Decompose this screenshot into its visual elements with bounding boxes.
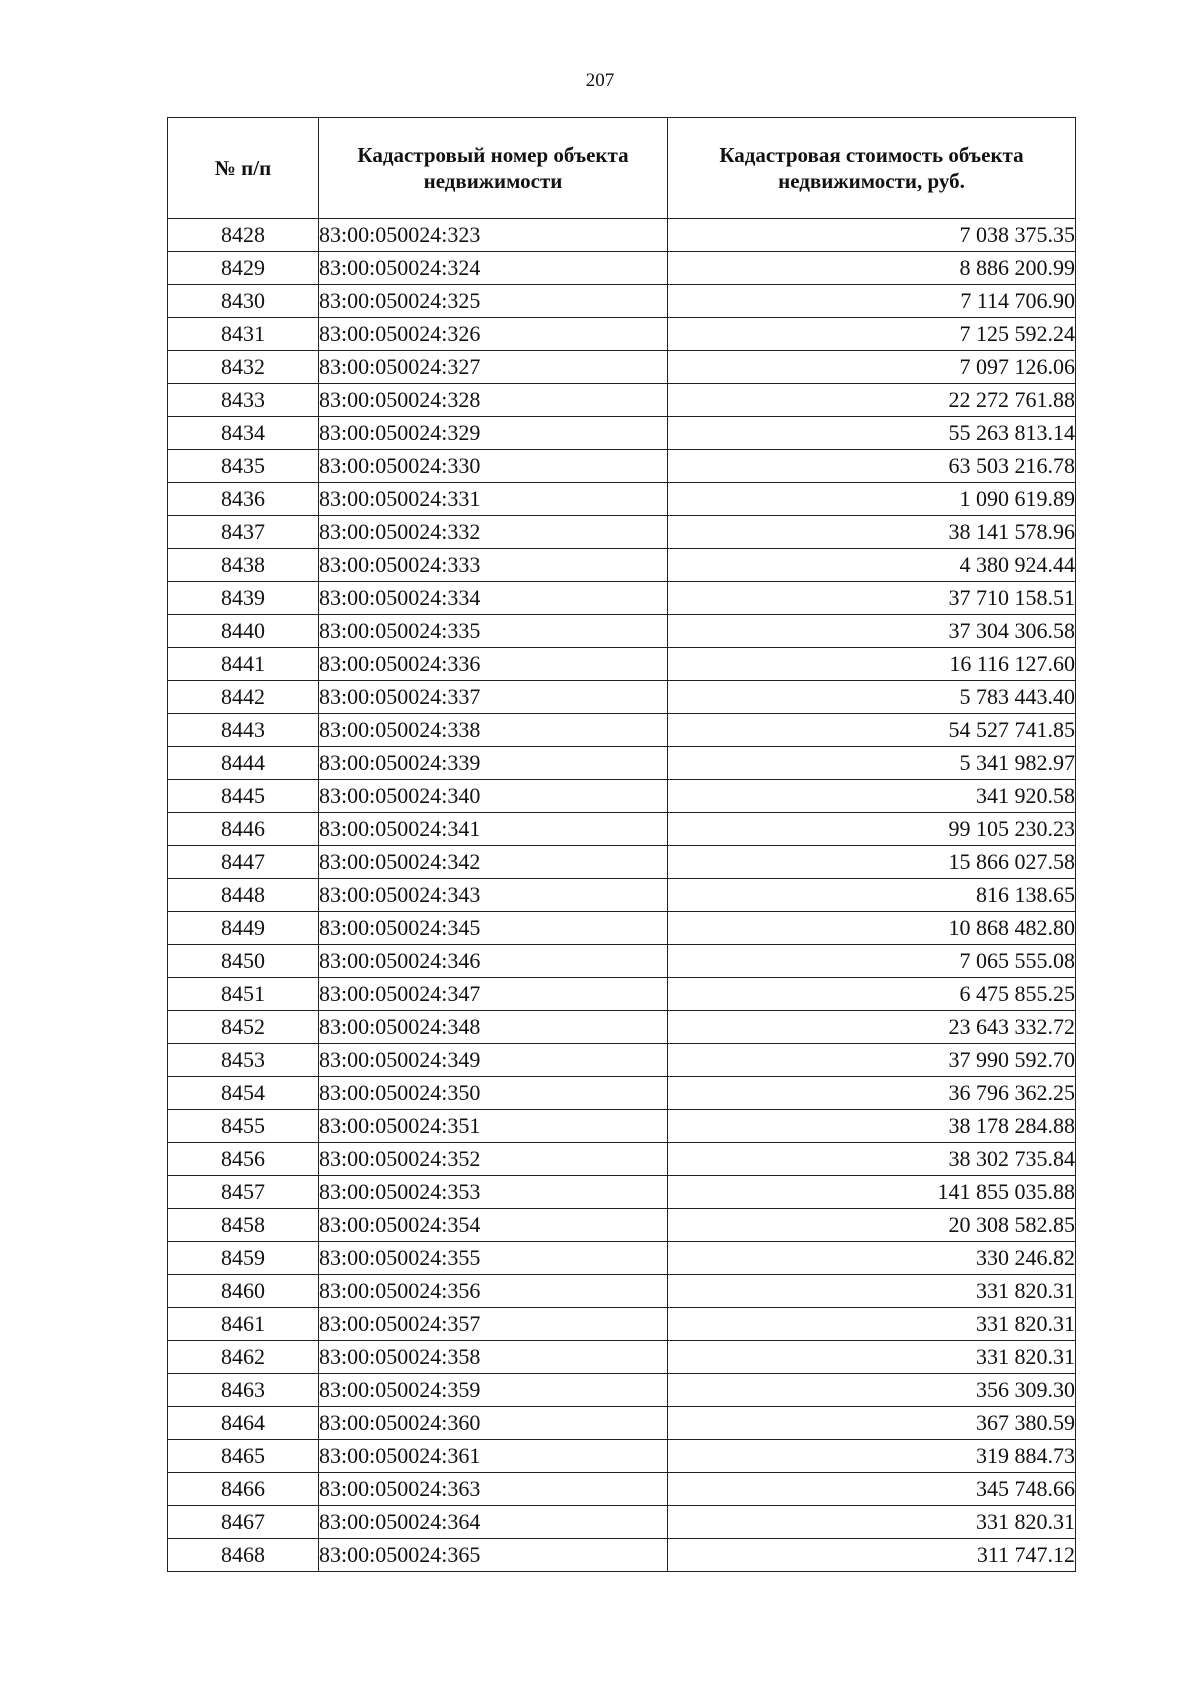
row-number-cell: 8453 xyxy=(168,1044,319,1077)
cadastral-number-cell: 83:00:050024:356 xyxy=(319,1275,668,1308)
table-row xyxy=(168,648,1076,681)
row-number-cell: 8452 xyxy=(168,1011,319,1044)
row-number-cell: 8437 xyxy=(168,516,319,549)
cadastral-value-cell: 330 246.82 xyxy=(668,1242,1076,1275)
table-row xyxy=(168,351,1076,384)
cadastral-number-cell: 83:00:050024:331 xyxy=(319,483,668,516)
cadastral-number-cell: 83:00:050024:340 xyxy=(319,780,668,813)
cadastral-value-cell: 5 783 443.40 xyxy=(668,681,1076,714)
cadastral-number-cell: 83:00:050024:352 xyxy=(319,1143,668,1176)
cadastral-number-cell: 83:00:050024:361 xyxy=(319,1440,668,1473)
table-row xyxy=(168,1374,1076,1407)
table-row xyxy=(168,714,1076,747)
page-number: 207 xyxy=(585,70,615,91)
row-number-cell: 8464 xyxy=(168,1407,319,1440)
row-number-cell: 8468 xyxy=(168,1539,319,1572)
cadastral-value-cell: 10 868 482.80 xyxy=(668,912,1076,945)
cadastral-number-cell: 83:00:050024:365 xyxy=(319,1539,668,1572)
row-number-cell: 8433 xyxy=(168,384,319,417)
cadastral-value-cell: 16 116 127.60 xyxy=(668,648,1076,681)
row-number-cell: 8459 xyxy=(168,1242,319,1275)
cadastral-value-cell: 23 643 332.72 xyxy=(668,1011,1076,1044)
cadastral-number-cell: 83:00:050024:329 xyxy=(319,417,668,450)
cadastral-number-cell: 83:00:050024:358 xyxy=(319,1341,668,1374)
row-number-cell: 8461 xyxy=(168,1308,319,1341)
table-row xyxy=(168,615,1076,648)
row-number-cell: 8463 xyxy=(168,1374,319,1407)
row-number-cell: 8457 xyxy=(168,1176,319,1209)
cadastral-number-cell: 83:00:050024:323 xyxy=(319,219,668,252)
row-number-cell: 8428 xyxy=(168,219,319,252)
cadastral-number-cell: 83:00:050024:345 xyxy=(319,912,668,945)
cadastral-value-table xyxy=(167,117,1076,1572)
cadastral-value-cell: 345 748.66 xyxy=(668,1473,1076,1506)
cadastral-number-cell: 83:00:050024:339 xyxy=(319,747,668,780)
cadastral-value-cell: 37 710 158.51 xyxy=(668,582,1076,615)
row-number-cell: 8465 xyxy=(168,1440,319,1473)
cadastral-number-cell: 83:00:050024:334 xyxy=(319,582,668,615)
row-number-cell: 8447 xyxy=(168,846,319,879)
row-number-cell: 8441 xyxy=(168,648,319,681)
cadastral-value-cell: 38 302 735.84 xyxy=(668,1143,1076,1176)
cadastral-number-cell: 83:00:050024:350 xyxy=(319,1077,668,1110)
cadastral-number-cell: 83:00:050024:346 xyxy=(319,945,668,978)
row-number-cell: 8454 xyxy=(168,1077,319,1110)
table-row xyxy=(168,417,1076,450)
cadastral-value-cell: 7 125 592.24 xyxy=(668,318,1076,351)
cadastral-number-cell: 83:00:050024:328 xyxy=(319,384,668,417)
cadastral-value-cell: 99 105 230.23 xyxy=(668,813,1076,846)
cadastral-number-cell: 83:00:050024:348 xyxy=(319,1011,668,1044)
cadastral-value-cell: 8 886 200.99 xyxy=(668,252,1076,285)
row-number-cell: 8448 xyxy=(168,879,319,912)
table-row xyxy=(168,384,1076,417)
cadastral-value-cell: 7 097 126.06 xyxy=(668,351,1076,384)
row-number-cell: 8446 xyxy=(168,813,319,846)
cadastral-value-cell: 341 920.58 xyxy=(668,780,1076,813)
cadastral-number-cell: 83:00:050024:325 xyxy=(319,285,668,318)
cadastral-value-cell: 356 309.30 xyxy=(668,1374,1076,1407)
cadastral-number-cell: 83:00:050024:330 xyxy=(319,450,668,483)
table-row xyxy=(168,1341,1076,1374)
table-row xyxy=(168,1077,1076,1110)
table-row xyxy=(168,516,1076,549)
cadastral-value-cell: 6 475 855.25 xyxy=(668,978,1076,1011)
cadastral-value-cell: 331 820.31 xyxy=(668,1341,1076,1374)
cadastral-value-cell: 37 990 592.70 xyxy=(668,1044,1076,1077)
table-row xyxy=(168,978,1076,1011)
cadastral-value-cell: 331 820.31 xyxy=(668,1506,1076,1539)
table-row xyxy=(168,483,1076,516)
table-row xyxy=(168,1506,1076,1539)
cadastral-number-cell: 83:00:050024:338 xyxy=(319,714,668,747)
cadastral-value-cell: 15 866 027.58 xyxy=(668,846,1076,879)
table-row xyxy=(168,549,1076,582)
row-number-cell: 8444 xyxy=(168,747,319,780)
row-number-cell: 8467 xyxy=(168,1506,319,1539)
table-row xyxy=(168,1539,1076,1572)
cadastral-value-cell: 331 820.31 xyxy=(668,1275,1076,1308)
table-row xyxy=(168,747,1076,780)
cadastral-number-cell: 83:00:050024:337 xyxy=(319,681,668,714)
cadastral-value-cell: 22 272 761.88 xyxy=(668,384,1076,417)
table-row xyxy=(168,912,1076,945)
cadastral-value-cell: 7 038 375.35 xyxy=(668,219,1076,252)
cadastral-number-cell: 83:00:050024:354 xyxy=(319,1209,668,1242)
cadastral-number-cell: 83:00:050024:353 xyxy=(319,1176,668,1209)
table-row xyxy=(168,219,1076,252)
cadastral-value-cell: 38 178 284.88 xyxy=(668,1110,1076,1143)
cadastral-number-cell: 83:00:050024:351 xyxy=(319,1110,668,1143)
cadastral-value-cell: 20 308 582.85 xyxy=(668,1209,1076,1242)
cadastral-value-cell: 141 855 035.88 xyxy=(668,1176,1076,1209)
table-row xyxy=(168,1209,1076,1242)
table-row xyxy=(168,1440,1076,1473)
table-row xyxy=(168,1242,1076,1275)
cadastral-value-cell: 4 380 924.44 xyxy=(668,549,1076,582)
cadastral-value-cell: 63 503 216.78 xyxy=(668,450,1076,483)
cadastral-number-cell: 83:00:050024:357 xyxy=(319,1308,668,1341)
cadastral-value-cell: 37 304 306.58 xyxy=(668,615,1076,648)
cadastral-value-cell: 36 796 362.25 xyxy=(668,1077,1076,1110)
row-number-cell: 8458 xyxy=(168,1209,319,1242)
table-row xyxy=(168,879,1076,912)
cadastral-value-cell: 7 065 555.08 xyxy=(668,945,1076,978)
cadastral-number-cell: 83:00:050024:336 xyxy=(319,648,668,681)
table-row xyxy=(168,252,1076,285)
table-row xyxy=(168,1011,1076,1044)
row-number-cell: 8450 xyxy=(168,945,319,978)
cadastral-value-cell: 7 114 706.90 xyxy=(668,285,1076,318)
table-row xyxy=(168,813,1076,846)
cadastral-number-cell: 83:00:050024:324 xyxy=(319,252,668,285)
table-row xyxy=(168,582,1076,615)
row-number-cell: 8440 xyxy=(168,615,319,648)
cadastral-number-cell: 83:00:050024:342 xyxy=(319,846,668,879)
table-row xyxy=(168,1308,1076,1341)
cadastral-value-cell: 311 747.12 xyxy=(668,1539,1076,1572)
table-row xyxy=(168,1110,1076,1143)
table-row xyxy=(168,681,1076,714)
table-row xyxy=(168,1176,1076,1209)
header-row xyxy=(168,118,1076,219)
table-row xyxy=(168,1044,1076,1077)
cadastral-value-cell: 38 141 578.96 xyxy=(668,516,1076,549)
row-number-cell: 8460 xyxy=(168,1275,319,1308)
cadastral-number-cell: 83:00:050024:355 xyxy=(319,1242,668,1275)
row-number-cell: 8432 xyxy=(168,351,319,384)
cadastral-number-cell: 83:00:050024:343 xyxy=(319,879,668,912)
cadastral-number-cell: 83:00:050024:364 xyxy=(319,1506,668,1539)
table-row xyxy=(168,1143,1076,1176)
cadastral-number-cell: 83:00:050024:333 xyxy=(319,549,668,582)
row-number-cell: 8438 xyxy=(168,549,319,582)
cadastral-number-cell: 83:00:050024:326 xyxy=(319,318,668,351)
cadastral-value-cell: 54 527 741.85 xyxy=(668,714,1076,747)
table-row xyxy=(168,945,1076,978)
cadastral-value-cell: 55 263 813.14 xyxy=(668,417,1076,450)
row-number-cell: 8445 xyxy=(168,780,319,813)
row-number-cell: 8449 xyxy=(168,912,319,945)
row-number-cell: 8435 xyxy=(168,450,319,483)
cadastral-number-cell: 83:00:050024:363 xyxy=(319,1473,668,1506)
cadastral-value-cell: 1 090 619.89 xyxy=(668,483,1076,516)
row-number-cell: 8439 xyxy=(168,582,319,615)
cadastral-value-cell: 367 380.59 xyxy=(668,1407,1076,1440)
header-num: № п/п xyxy=(168,118,319,219)
cadastral-number-cell: 83:00:050024:360 xyxy=(319,1407,668,1440)
cadastral-number-cell: 83:00:050024:327 xyxy=(319,351,668,384)
table-row xyxy=(168,846,1076,879)
cadastral-value-cell: 816 138.65 xyxy=(668,879,1076,912)
table-row xyxy=(168,450,1076,483)
row-number-cell: 8431 xyxy=(168,318,319,351)
table-body xyxy=(168,219,1076,1572)
cadastral-number-cell: 83:00:050024:349 xyxy=(319,1044,668,1077)
cadastral-value-cell: 319 884.73 xyxy=(668,1440,1076,1473)
cadastral-number-cell: 83:00:050024:335 xyxy=(319,615,668,648)
row-number-cell: 8429 xyxy=(168,252,319,285)
row-number-cell: 8442 xyxy=(168,681,319,714)
cadastral-value-cell: 331 820.31 xyxy=(668,1308,1076,1341)
row-number-cell: 8456 xyxy=(168,1143,319,1176)
table-row xyxy=(168,1473,1076,1506)
table-row xyxy=(168,1407,1076,1440)
cadastral-number-cell: 83:00:050024:347 xyxy=(319,978,668,1011)
row-number-cell: 8462 xyxy=(168,1341,319,1374)
row-number-cell: 8436 xyxy=(168,483,319,516)
row-number-cell: 8451 xyxy=(168,978,319,1011)
table-row xyxy=(168,1275,1076,1308)
row-number-cell: 8430 xyxy=(168,285,319,318)
row-number-cell: 8455 xyxy=(168,1110,319,1143)
table-row xyxy=(168,318,1076,351)
row-number-cell: 8443 xyxy=(168,714,319,747)
table-row xyxy=(168,285,1076,318)
row-number-cell: 8466 xyxy=(168,1473,319,1506)
row-number-cell: 8434 xyxy=(168,417,319,450)
cadastral-number-cell: 83:00:050024:359 xyxy=(319,1374,668,1407)
table-row xyxy=(168,780,1076,813)
cadastral-number-cell: 83:00:050024:332 xyxy=(319,516,668,549)
cadastral-value-cell: 5 341 982.97 xyxy=(668,747,1076,780)
header-cadastral-number: Кадастровый номер объекта недвижимости xyxy=(319,118,668,219)
table-header xyxy=(168,118,1076,219)
header-cadastral-value: Кадастровая стоимость объекта недвижимости, руб. xyxy=(668,118,1076,219)
cadastral-number-cell: 83:00:050024:341 xyxy=(319,813,668,846)
